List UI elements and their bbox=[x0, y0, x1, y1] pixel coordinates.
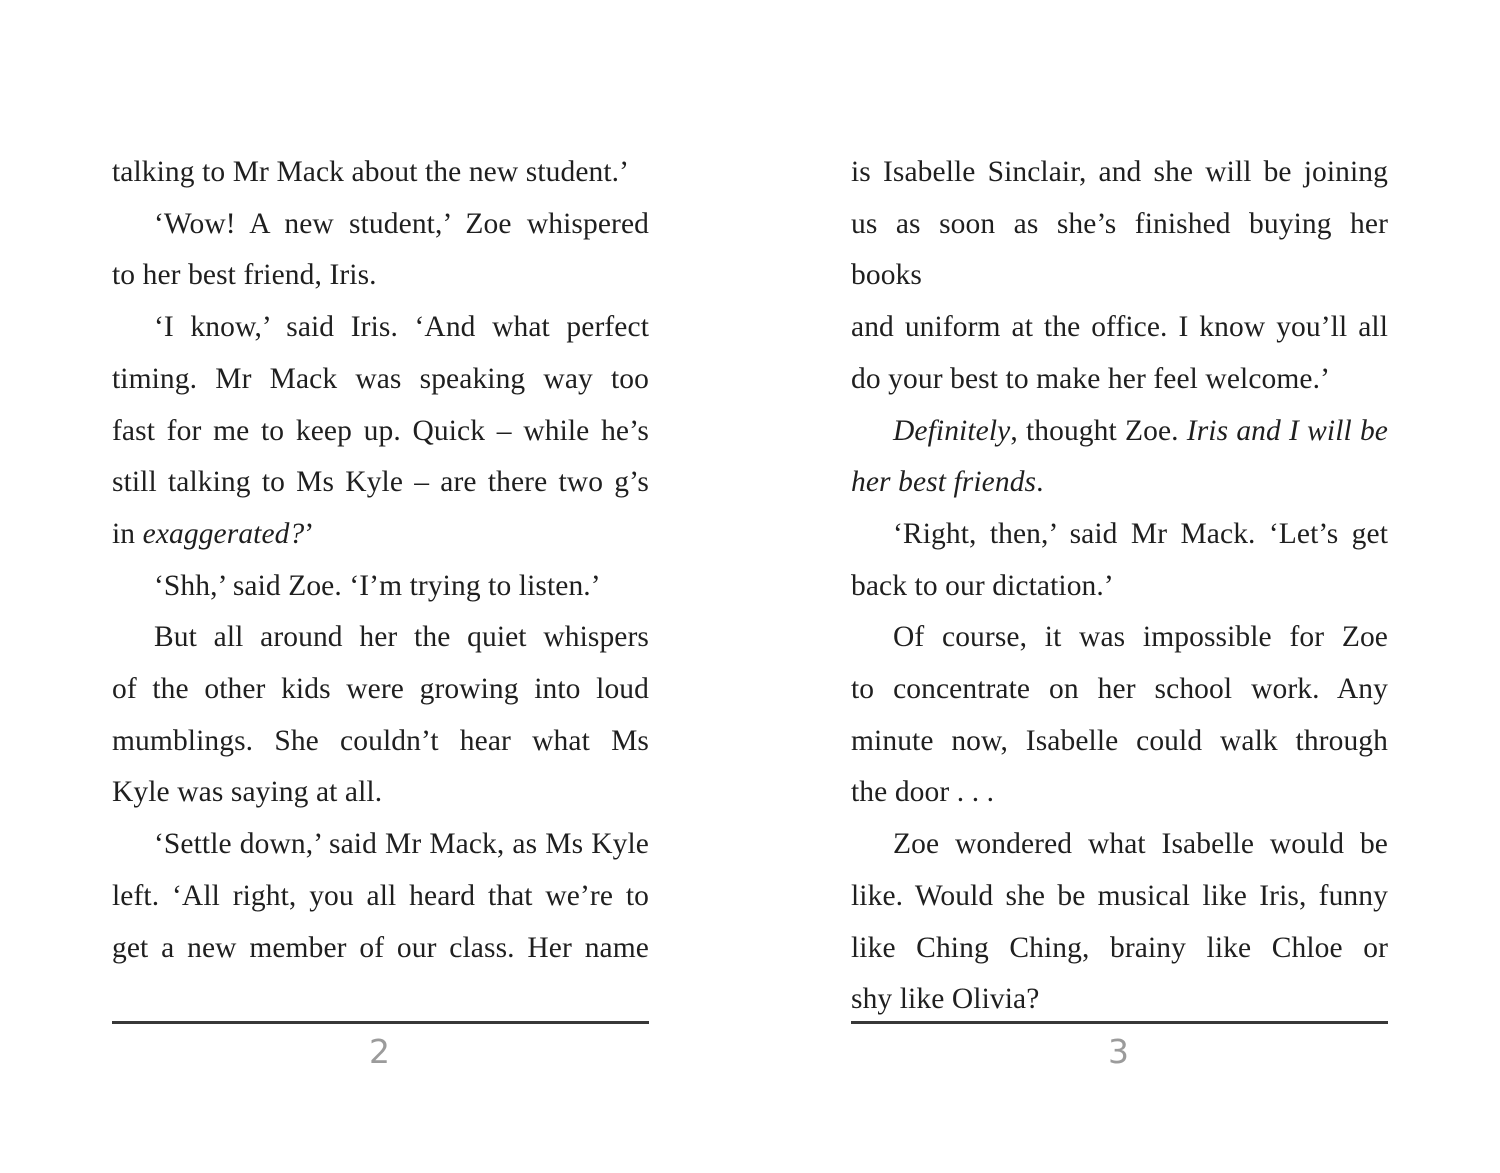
text-line: still talking to Ms Kyle – are there two g’s bbox=[112, 466, 649, 499]
text-line: Kyle was saying at all. bbox=[112, 776, 383, 809]
text-line: us as soon as she’s finished buying her books bbox=[851, 207, 1388, 292]
book-page-right bbox=[851, 147, 1388, 1026]
text-line: like Ching Ching, brainy like Chloe or bbox=[851, 931, 1388, 964]
text-line: ‘I know,’ said Iris. ‘And what perfect bbox=[154, 311, 649, 344]
text-line: like. Would she be musical like Iris, funny bbox=[851, 879, 1388, 912]
text-line: talking to Mr Mack about the new student.’ bbox=[112, 156, 630, 188]
footer-rule-left bbox=[112, 1021, 649, 1024]
text-line: Zoe wondered what Isabelle would be bbox=[893, 828, 1388, 861]
page-number-right: 3 bbox=[1108, 1032, 1131, 1071]
text-line: in exaggerated?’ bbox=[112, 517, 315, 550]
text-line: mumblings. She couldn’t hear what Ms bbox=[112, 724, 649, 757]
footer-rule-right bbox=[851, 1021, 1388, 1024]
text-line: fast for me to keep up. Quick – while he’s bbox=[112, 414, 649, 447]
text-line: minute now, Isabelle could walk through bbox=[851, 724, 1388, 757]
text-line: left. ‘All right, you all heard that we’re to bbox=[112, 879, 649, 912]
text-line: Of course, it was impossible for Zoe bbox=[893, 621, 1388, 654]
text-line: her best friends. bbox=[851, 466, 1044, 499]
page-left-text bbox=[112, 147, 649, 974]
text-line: get a new member of our class. Her name bbox=[112, 931, 649, 964]
text-line: ‘Right, then,’ said Mr Mack. ‘Let’s get bbox=[893, 517, 1388, 550]
text-line: back to our dictation.’ bbox=[851, 569, 1114, 602]
text-line: ‘Wow! A new student,’ Zoe whispered bbox=[154, 207, 649, 240]
text-line: ‘Shh,’ said Zoe. ‘I’m trying to listen.’ bbox=[154, 569, 601, 602]
text-line: Definitely, thought Zoe. Iris and I will be bbox=[893, 414, 1388, 447]
text-line: is Isabelle Sinclair, and she will be joining bbox=[851, 156, 1388, 188]
book-page-left bbox=[112, 147, 649, 974]
text-line: do your best to make her feel welcome.’ bbox=[851, 362, 1330, 395]
text-line: timing. Mr Mack was speaking way too bbox=[112, 362, 649, 395]
text-line: the door . . . bbox=[851, 776, 995, 809]
page-number-left: 2 bbox=[369, 1032, 392, 1071]
text-line: and uniform at the office. I know you’ll all bbox=[851, 311, 1388, 344]
page-right-text bbox=[851, 147, 1388, 1026]
text-line: ‘Settle down,’ said Mr Mack, as Ms Kyle bbox=[154, 828, 649, 861]
text-line: But all around her the quiet whispers bbox=[154, 621, 649, 654]
text-line: of the other kids were growing into loud bbox=[112, 673, 649, 706]
text-line: to concentrate on her school work. Any bbox=[851, 673, 1388, 706]
text-line: shy like Olivia? bbox=[851, 983, 1040, 1016]
text-line: to her best friend, Iris. bbox=[112, 259, 377, 292]
